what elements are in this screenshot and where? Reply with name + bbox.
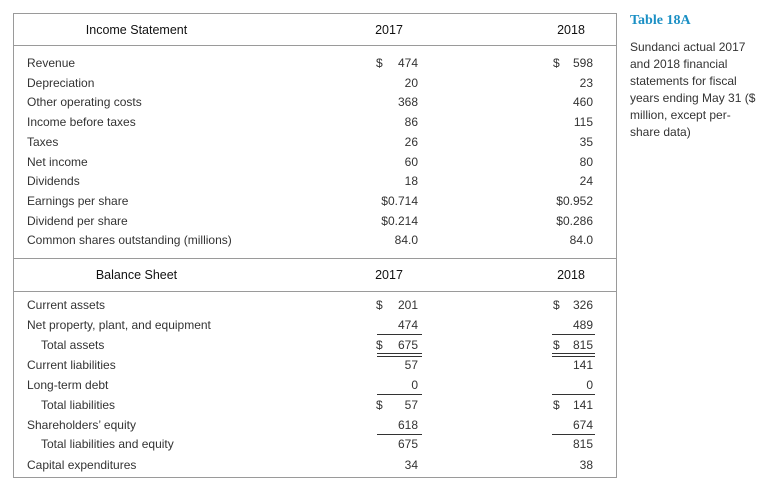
table-caption-title: Table 18A — [630, 13, 691, 28]
row-label: Current liabilities — [27, 358, 116, 372]
row-label: Taxes — [27, 135, 59, 149]
row-label: Total assets — [41, 338, 105, 352]
dollar-sign: $ — [376, 338, 383, 352]
value-2018: 80 — [579, 155, 593, 169]
underline-rule — [377, 334, 422, 335]
dollar-sign: $ — [553, 298, 560, 312]
value-2018: 460 — [572, 95, 593, 109]
underline-rule — [377, 394, 422, 395]
income-statement-year-2017: 2017 — [375, 23, 403, 37]
value-2018: 84.0 — [569, 233, 593, 247]
balance-sheet-header — [14, 258, 616, 292]
value-2018: 24 — [579, 174, 593, 188]
value-2017: 618 — [397, 418, 418, 432]
value-2017: 34 — [404, 458, 418, 472]
value-2018: 815 — [572, 437, 593, 451]
value-2017: 201 — [397, 298, 418, 312]
value-2018: 115 — [573, 115, 593, 129]
table-row — [14, 135, 616, 153]
value-2017: 57 — [404, 358, 418, 372]
value-2017: 84.0 — [394, 233, 418, 247]
value-2018: 38 — [579, 458, 593, 472]
dollar-sign: $ — [553, 398, 560, 412]
underline-rule — [552, 434, 595, 435]
table-row — [14, 174, 616, 192]
row-label: Capital expenditures — [27, 458, 137, 472]
financial-statements-table — [13, 13, 617, 478]
table-row — [14, 155, 616, 173]
value-2018: 0 — [586, 378, 593, 392]
dollar-sign: $ — [376, 298, 383, 312]
table-row — [14, 318, 616, 336]
table-row — [14, 194, 616, 212]
value-2018: 141 — [572, 398, 593, 412]
dollar-sign: $ — [553, 338, 560, 352]
value-2017: 474 — [397, 56, 418, 70]
row-label: Revenue — [27, 56, 76, 70]
value-2017: $0.714 — [381, 194, 418, 208]
underline-rule — [377, 434, 422, 435]
table-row — [14, 298, 616, 316]
table-row — [14, 214, 616, 232]
value-2017: 0 — [411, 378, 418, 392]
value-2018: 23 — [579, 76, 593, 90]
row-label: Net property, plant, and equipment — [27, 318, 211, 332]
row-label: Long-term debt — [27, 378, 109, 392]
underline-rule — [552, 334, 595, 335]
row-label: Dividend per share — [27, 214, 128, 228]
table-row — [14, 76, 616, 94]
balance-sheet-title: Balance Sheet — [95, 268, 178, 282]
value-2018: 489 — [572, 318, 593, 332]
balance-sheet-year-2018: 2018 — [557, 268, 585, 282]
dollar-sign: $ — [553, 56, 560, 70]
table-row — [14, 437, 616, 455]
row-label: Net income — [27, 155, 88, 169]
value-2018: 674 — [572, 418, 593, 432]
row-label: Depreciation — [27, 76, 95, 90]
row-label: Total liabilities — [41, 398, 116, 412]
table-row — [14, 398, 616, 416]
value-2018: 326 — [572, 298, 593, 312]
value-2018: 35 — [579, 135, 593, 149]
row-label: Income before taxes — [27, 115, 136, 129]
table-row — [14, 378, 616, 396]
underline-rule — [552, 394, 595, 395]
value-2018: 598 — [572, 56, 593, 70]
balance-sheet-year-2017: 2017 — [375, 268, 403, 282]
value-2017: 26 — [404, 135, 418, 149]
table-row — [14, 458, 616, 476]
value-2017: $0.214 — [381, 214, 418, 228]
table-row — [14, 338, 616, 356]
dollar-sign: $ — [376, 398, 383, 412]
table-row — [14, 233, 616, 251]
value-2017: 60 — [404, 155, 418, 169]
value-2018: 815 — [572, 338, 593, 352]
income-statement-title: Income Statement — [85, 23, 188, 37]
value-2017: 57 — [404, 398, 418, 412]
value-2017: 86 — [404, 115, 418, 129]
income-statement-year-2018: 2018 — [557, 23, 585, 37]
row-label: Total liabilities and equity — [41, 437, 174, 451]
value-2017: 18 — [404, 174, 418, 188]
income-statement-header — [14, 14, 616, 46]
value-2017: 675 — [397, 338, 418, 352]
table-row — [14, 358, 616, 376]
table-caption-text: Sundanci actual 2017 and 2018 financial statements for fiscal years ending May 31 ($ million, except per-share data) — [630, 40, 756, 139]
value-2018: $0.286 — [556, 214, 593, 228]
table-row — [14, 95, 616, 113]
dollar-sign: $ — [376, 56, 383, 70]
row-label: Current assets — [27, 298, 106, 312]
value-2018: $0.952 — [556, 194, 593, 208]
row-label: Dividends — [27, 174, 80, 188]
double-underline-rule — [552, 353, 595, 357]
value-2017: 368 — [397, 95, 418, 109]
row-label: Other operating costs — [27, 95, 142, 109]
value-2018: 141 — [572, 358, 593, 372]
table-row — [14, 56, 616, 74]
table-caption — [630, 13, 760, 141]
table-row — [14, 115, 616, 133]
row-label: Common shares outstanding (millions) — [27, 233, 232, 247]
value-2017: 474 — [397, 318, 418, 332]
double-underline-rule — [377, 353, 422, 357]
value-2017: 675 — [397, 437, 418, 451]
row-label: Earnings per share — [27, 194, 129, 208]
value-2017: 20 — [404, 76, 418, 90]
row-label: Shareholders’ equity — [27, 418, 136, 432]
table-row — [14, 418, 616, 436]
